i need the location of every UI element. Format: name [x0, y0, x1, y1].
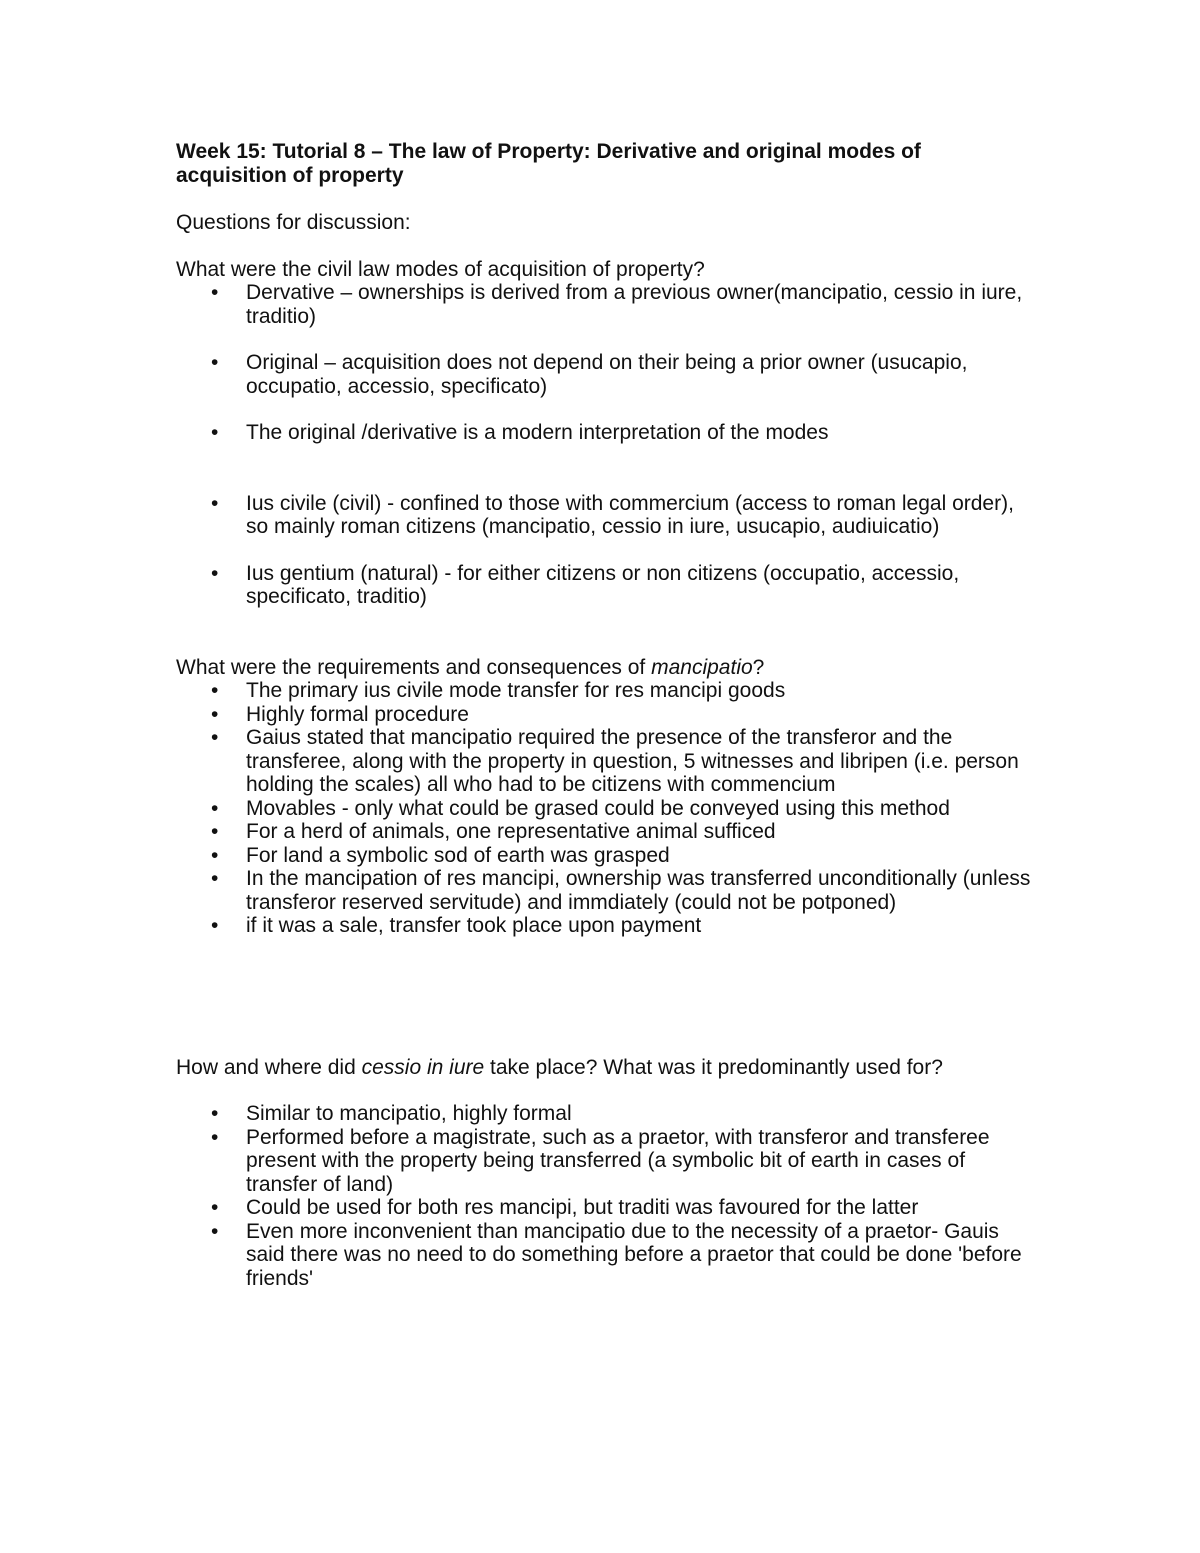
list-item — [176, 351, 1036, 398]
question-2-term: mancipatio — [651, 655, 753, 679]
document-title: Week 15: Tutorial 8 – The law of Property: Derivative and original modes of acquisition of property — [176, 140, 921, 187]
question-1-bullet-list — [176, 281, 1036, 609]
bullet-icon: • — [211, 1102, 219, 1125]
list-item — [176, 1196, 1036, 1220]
spacer — [176, 1079, 1036, 1102]
bullet-icon: • — [211, 820, 219, 843]
list-item-text: Movables - only what could be grased could be conveyed using this method — [246, 796, 950, 820]
question-3 — [176, 1056, 1036, 1080]
question-3-suffix: take place? What was it predominantly used for? — [484, 1055, 943, 1079]
list-item — [176, 820, 1036, 844]
bullet-icon: • — [211, 561, 219, 585]
list-item — [176, 1220, 1036, 1291]
list-item-text: Highly formal procedure — [246, 702, 469, 726]
spacer — [176, 609, 1036, 656]
bullet-icon: • — [211, 867, 219, 890]
list-item-text: The original /derivative is a modern interpretation of the modes — [246, 421, 829, 444]
bullet-icon: • — [211, 421, 219, 444]
list-item — [176, 421, 1036, 445]
list-item-text: Original – acquisition does not depend on their being a prior owner (usucapio, occupatio, accessio, specificato) — [246, 351, 968, 398]
list-item-text: Could be used for both res mancipi, but traditi was favoured for the latter — [246, 1196, 919, 1219]
list-item — [176, 726, 1036, 797]
spacer — [176, 235, 1036, 258]
bullet-icon: • — [211, 491, 219, 515]
spacer — [176, 938, 1036, 1056]
spacer — [176, 188, 1036, 211]
list-item — [176, 562, 1036, 609]
bullet-icon: • — [211, 281, 219, 304]
question-3-prefix: How and where did — [176, 1055, 362, 1079]
list-item-text: Ius civile (civil) - confined to those with commercium (access to roman legal order), so mainly roman citizens (mancipatio, cessio in iure, usucapio, audiuicatio) — [246, 491, 1014, 538]
question-2-suffix: ? — [752, 655, 765, 679]
list-item — [176, 679, 1036, 703]
bullet-icon: • — [211, 796, 219, 820]
bullet-icon: • — [211, 351, 219, 374]
list-item-text: Performed before a magistrate, such as a praetor, with transferor and transferee present with the property being transferred (a symbolic bit of earth in cases of transfer of land) — [246, 1125, 990, 1196]
question-2 — [176, 656, 1036, 680]
list-item-text: Dervative – ownerships is derived from a previous owner(mancipatio, cessio in iure, traditio) — [246, 281, 1023, 328]
bullet-icon: • — [211, 914, 219, 937]
list-item-text: The primary ius civile mode transfer for res mancipi goods — [246, 679, 786, 702]
list-item — [176, 703, 1036, 727]
list-item — [176, 914, 1036, 938]
list-item — [176, 281, 1036, 328]
bullet-icon: • — [211, 1196, 219, 1219]
list-item-text: Similar to mancipatio, highly formal — [246, 1102, 572, 1125]
list-item — [176, 867, 1036, 914]
list-item-text: For land a symbolic sod of earth was grasped — [246, 843, 670, 867]
document-page — [176, 140, 1036, 1290]
bullet-icon: • — [211, 702, 219, 726]
bullet-icon: • — [211, 1125, 219, 1149]
list-item — [176, 844, 1036, 868]
list-item-text: Even more inconvenient than mancipatio due to the necessity of a praetor- Gauis said there was no need to do something before a praetor that could be done 'before friends' — [246, 1219, 1022, 1290]
list-item-text: Ius gentium (natural) - for either citizens or non citizens (occupatio, accessio, specificato, traditio) — [246, 561, 960, 608]
list-item-text: For a herd of animals, one representative animal sufficed — [246, 820, 776, 843]
list-item-text: Gaius stated that mancipatio required the presence of the transferor and the transferee, along with the property in question, 5 witnesses and libripen (i.e. person holding the scales) all who had to be citizens with commencium — [246, 726, 1019, 796]
list-item — [176, 1126, 1036, 1197]
question-2-prefix: What were the requirements and consequences of — [176, 655, 652, 679]
question-2-bullet-list — [176, 679, 1036, 938]
bullet-icon: • — [211, 726, 219, 749]
question-3-bullet-list — [176, 1102, 1036, 1290]
list-item-text: if it was a sale, transfer took place upon payment — [246, 914, 702, 937]
list-item — [176, 1102, 1036, 1126]
bullet-icon: • — [211, 843, 219, 867]
question-3-term: cessio in iure — [361, 1055, 485, 1079]
question-1: What were the civil law modes of acquisition of property? — [176, 257, 705, 281]
bullet-icon: • — [211, 1219, 219, 1243]
list-item-text: In the mancipation of res mancipi, ownership was transferred unconditionally (unless transferor reserved servitude) and immdiately (could not be potponed) — [246, 867, 1031, 914]
list-item — [176, 492, 1036, 539]
bullet-icon: • — [211, 679, 219, 702]
intro-text: Questions for discussion: — [176, 211, 411, 234]
list-item — [176, 797, 1036, 821]
